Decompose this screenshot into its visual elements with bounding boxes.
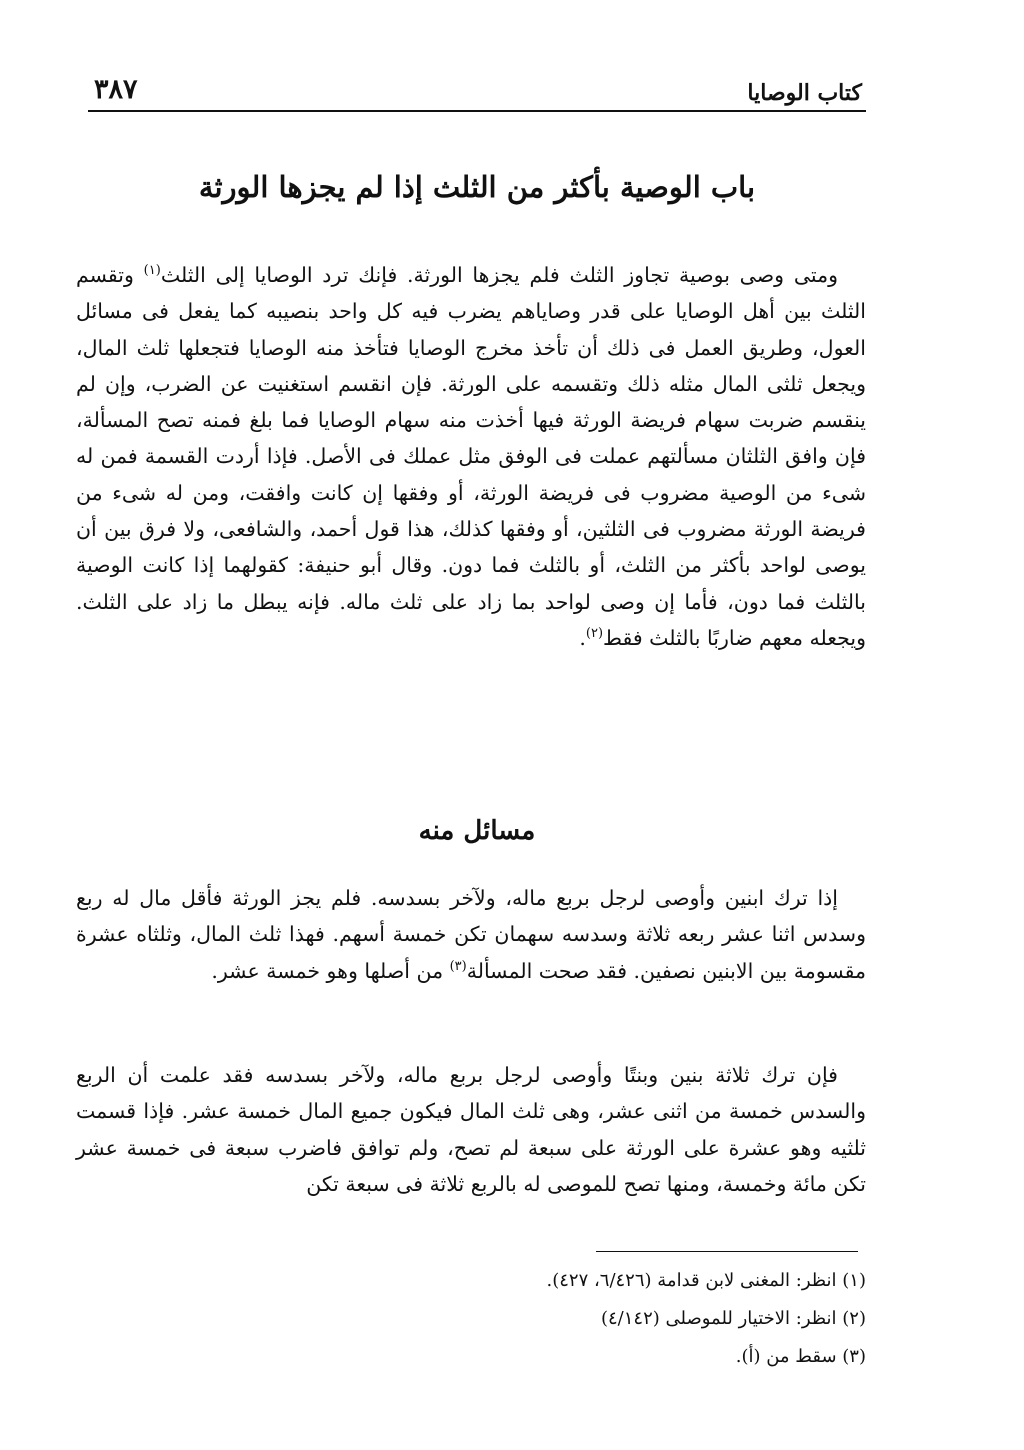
chapter-title: باب الوصية بأكثر من الثلث إذا لم يجزها الورثة [198,170,756,204]
page-number: ٣٨٧ [94,74,138,105]
footnotes [266,1262,866,1376]
footnote-ref-3: (٣) [449,958,467,974]
footnote-rule [596,1251,858,1252]
paragraph-problem-1 [76,880,866,989]
paragraph-text: إذا ترك ابنين وأوصى لرجل بربع ماله، ولآخر بسدسه. فلم يجز الورثة فأقل مال له ربع وسدس اثنا عشر ربعه ثلاثة وسدسه سهمان تكن خمسة أسهم. فهذا ثلث المال، وثلثاه عشرة مقسومة بين الابنين نصفين. فقد صحت المسألة [76,886,866,983]
paragraph-problem-2 [76,1057,866,1202]
footnote-3: (٣) سقط من (أ). [735,1346,866,1367]
paragraph-intro [76,257,866,656]
footnote-1: (١) انظر: المغنى لابن قدامة (٦/٤٢٦، ٤٢٧). [546,1270,866,1291]
section-heading: مسائل منه [418,816,536,846]
paragraph-text-continued: وتقسم الثلث بين أهل الوصايا على قدر وصاياهم يضرب فيه كل واحد بنصيبه كما يفعل فى مسائل العول، وطريق العمل فى ذلك أن تأخذ مخرج الوصايا فتأخذ منه الوصايا فتجعلها ثلث المال، ويجعل ثلثى المال مثله ذلك وتقسمه على الورثة. فإن انقسم استغنيت عن الضرب، وإن لم ينقسم ضربت سهام فريضة الورثة فيها أخذت منه سهام الوصايا فما بلغ فمنه تصح المسألة، فإن وافق الثلثان مسألتهم عملت فى الوفق مثل عملك فى الأصل. فإذا أردت القسمة فمن له شىء من الوصية مضروب فى فريضة الورثة، أو وفقها إن كانت وافقت، ومن له شىء من فريضة الورثة مضروب فى الثلثين، أو وفقها كذلك، هذا قول أحمد، والشافعى، ولا فرق بين أن يوصى لواحد بأكثر من الثلث، أو بالثلث فما دون. وقال أبو حنيفة: كقولهما إذا كانت الوصية بالثلث فما دون، فأما إن وصى لواحد بما زاد على ثلث ماله. فإنه يبطل ما زاد على الثلث. ويجعله معهم ضاربًا بالثلث فقط [76,263,866,650]
footnote-ref-1: (١) [143,263,161,279]
book-title: كتاب الوصايا [747,80,862,106]
paragraph-text-continued: من أصلها وهو خمسة عشر. [211,958,450,983]
footnote-2: (٢) انظر: الاختيار للموصلى (٤/١٤٢) [600,1308,866,1329]
running-header [88,62,866,112]
paragraph-end: . [579,625,586,650]
paragraph-text: ومتى وصى بوصية تجاوز الثلث فلم يجزها الورثة. فإنك ترد الوصايا إلى الثلث [160,263,838,287]
footnote-ref-2: (٢) [585,626,604,642]
header-rule [88,110,866,112]
paragraph-text: فإن ترك ثلاثة بنين وبنتًا وأوصى لرجل بربع ماله، ولآخر بسدسه فقد علمت أن الربع والسدس خمسة من اثنى عشر، وهى ثلث المال فيكون جميع المال خمسة عشر. فإذا قسمت ثلثيه وهو عشرة على الورثة على سبعة لم تصح، ولم توافق فاضرب سبعة فى خمسة عشر تكن مائة وخمسة، ومنها تصح للموصى له بالربع ثلاثة فى سبعة تكن [76,1063,866,1196]
